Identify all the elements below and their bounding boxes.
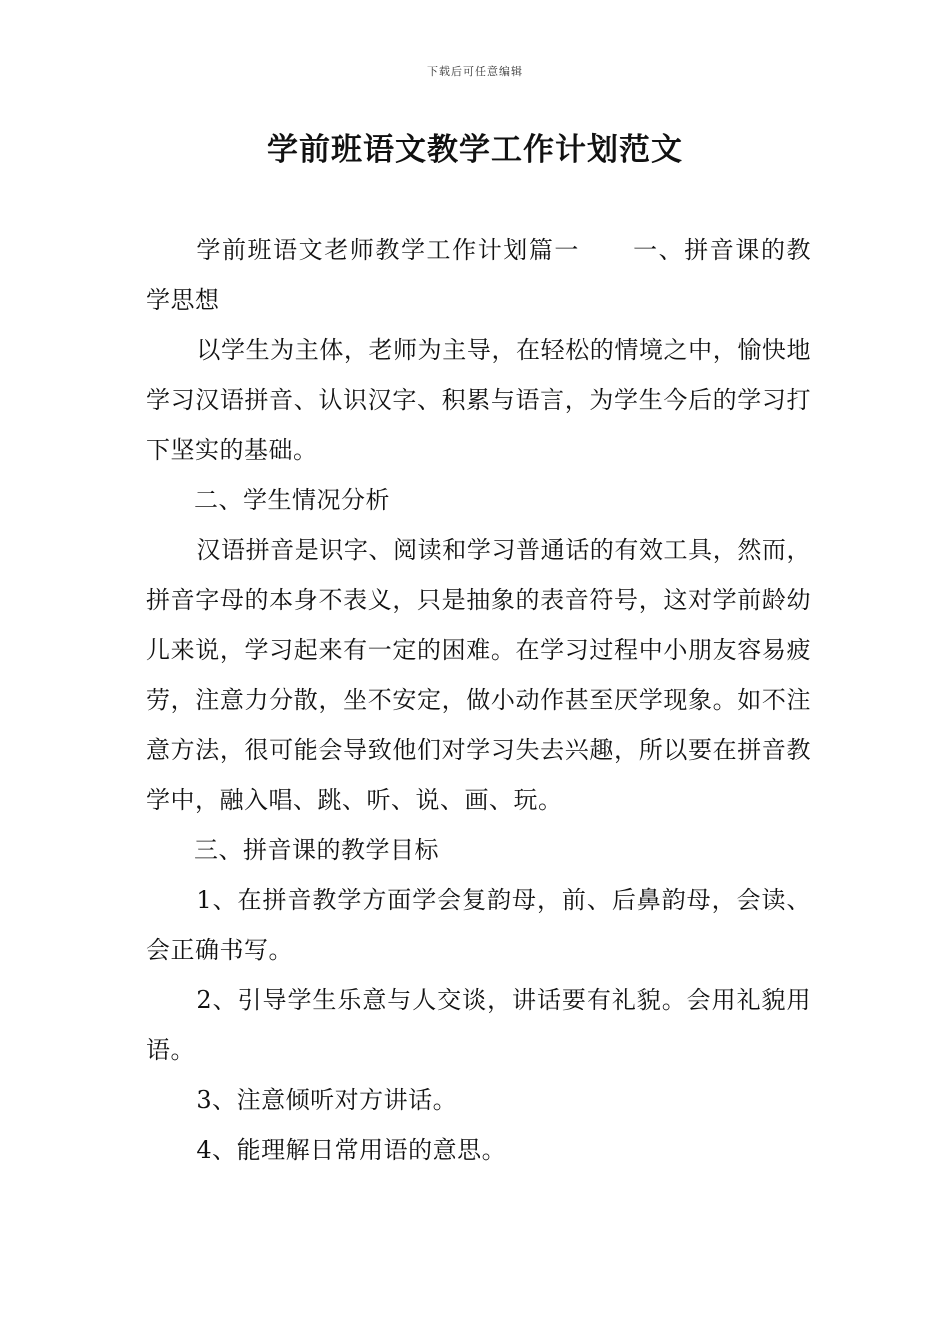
- paragraph-student-analysis: 汉语拼音是识字、阅读和学习普通话的有效工具，然而，拼音字母的本身不表义，只是抽象的表音符号，这对学前龄幼儿来说，学习起来有一定的困难。在学习过程中小朋友容易疲劳，注意力分散，坐不安定，做小动作甚至厌学现象。如不注意方法，很可能会导致他们对学习失去兴趣，所以要在拼音教学中，融入唱、跳、听、说、画、玩。: [146, 536, 811, 814]
- document-title: 学前班语文教学工作计划范文: [267, 132, 683, 168]
- section-heading-2: 二、学生情况分析: [194, 486, 390, 514]
- intro-paragraph: [146, 225, 811, 325]
- document-body: [146, 225, 811, 1175]
- goal-item-3: 3、注意倾听对方讲话。: [196, 1086, 458, 1114]
- goal-item-4: 4、能理解日常用语的意思。: [196, 1136, 507, 1164]
- section-heading-3: 三、拼音课的教学目标: [194, 836, 439, 864]
- section-heading-1: 一、拼音课的教学思想: [146, 236, 812, 314]
- goal-item-2: 2、引导学生乐意与人交谈，讲话要有礼貌。会用礼貌用语。: [146, 986, 811, 1064]
- goal-item-1: 1、在拼音教学方面学会复韵母，前、后鼻韵母，会读、会正确书写。: [146, 886, 811, 964]
- header-note: 下载后可任意编辑: [427, 65, 523, 78]
- paragraph-teaching-philosophy: 以学生为主体，老师为主导，在轻松的情境之中，愉快地学习汉语拼音、认识汉字、积累与语言，为学生今后的学习打下坚实的基础。: [146, 336, 811, 464]
- plan-subtitle: 学前班语文老师教学工作计划篇一: [196, 236, 580, 264]
